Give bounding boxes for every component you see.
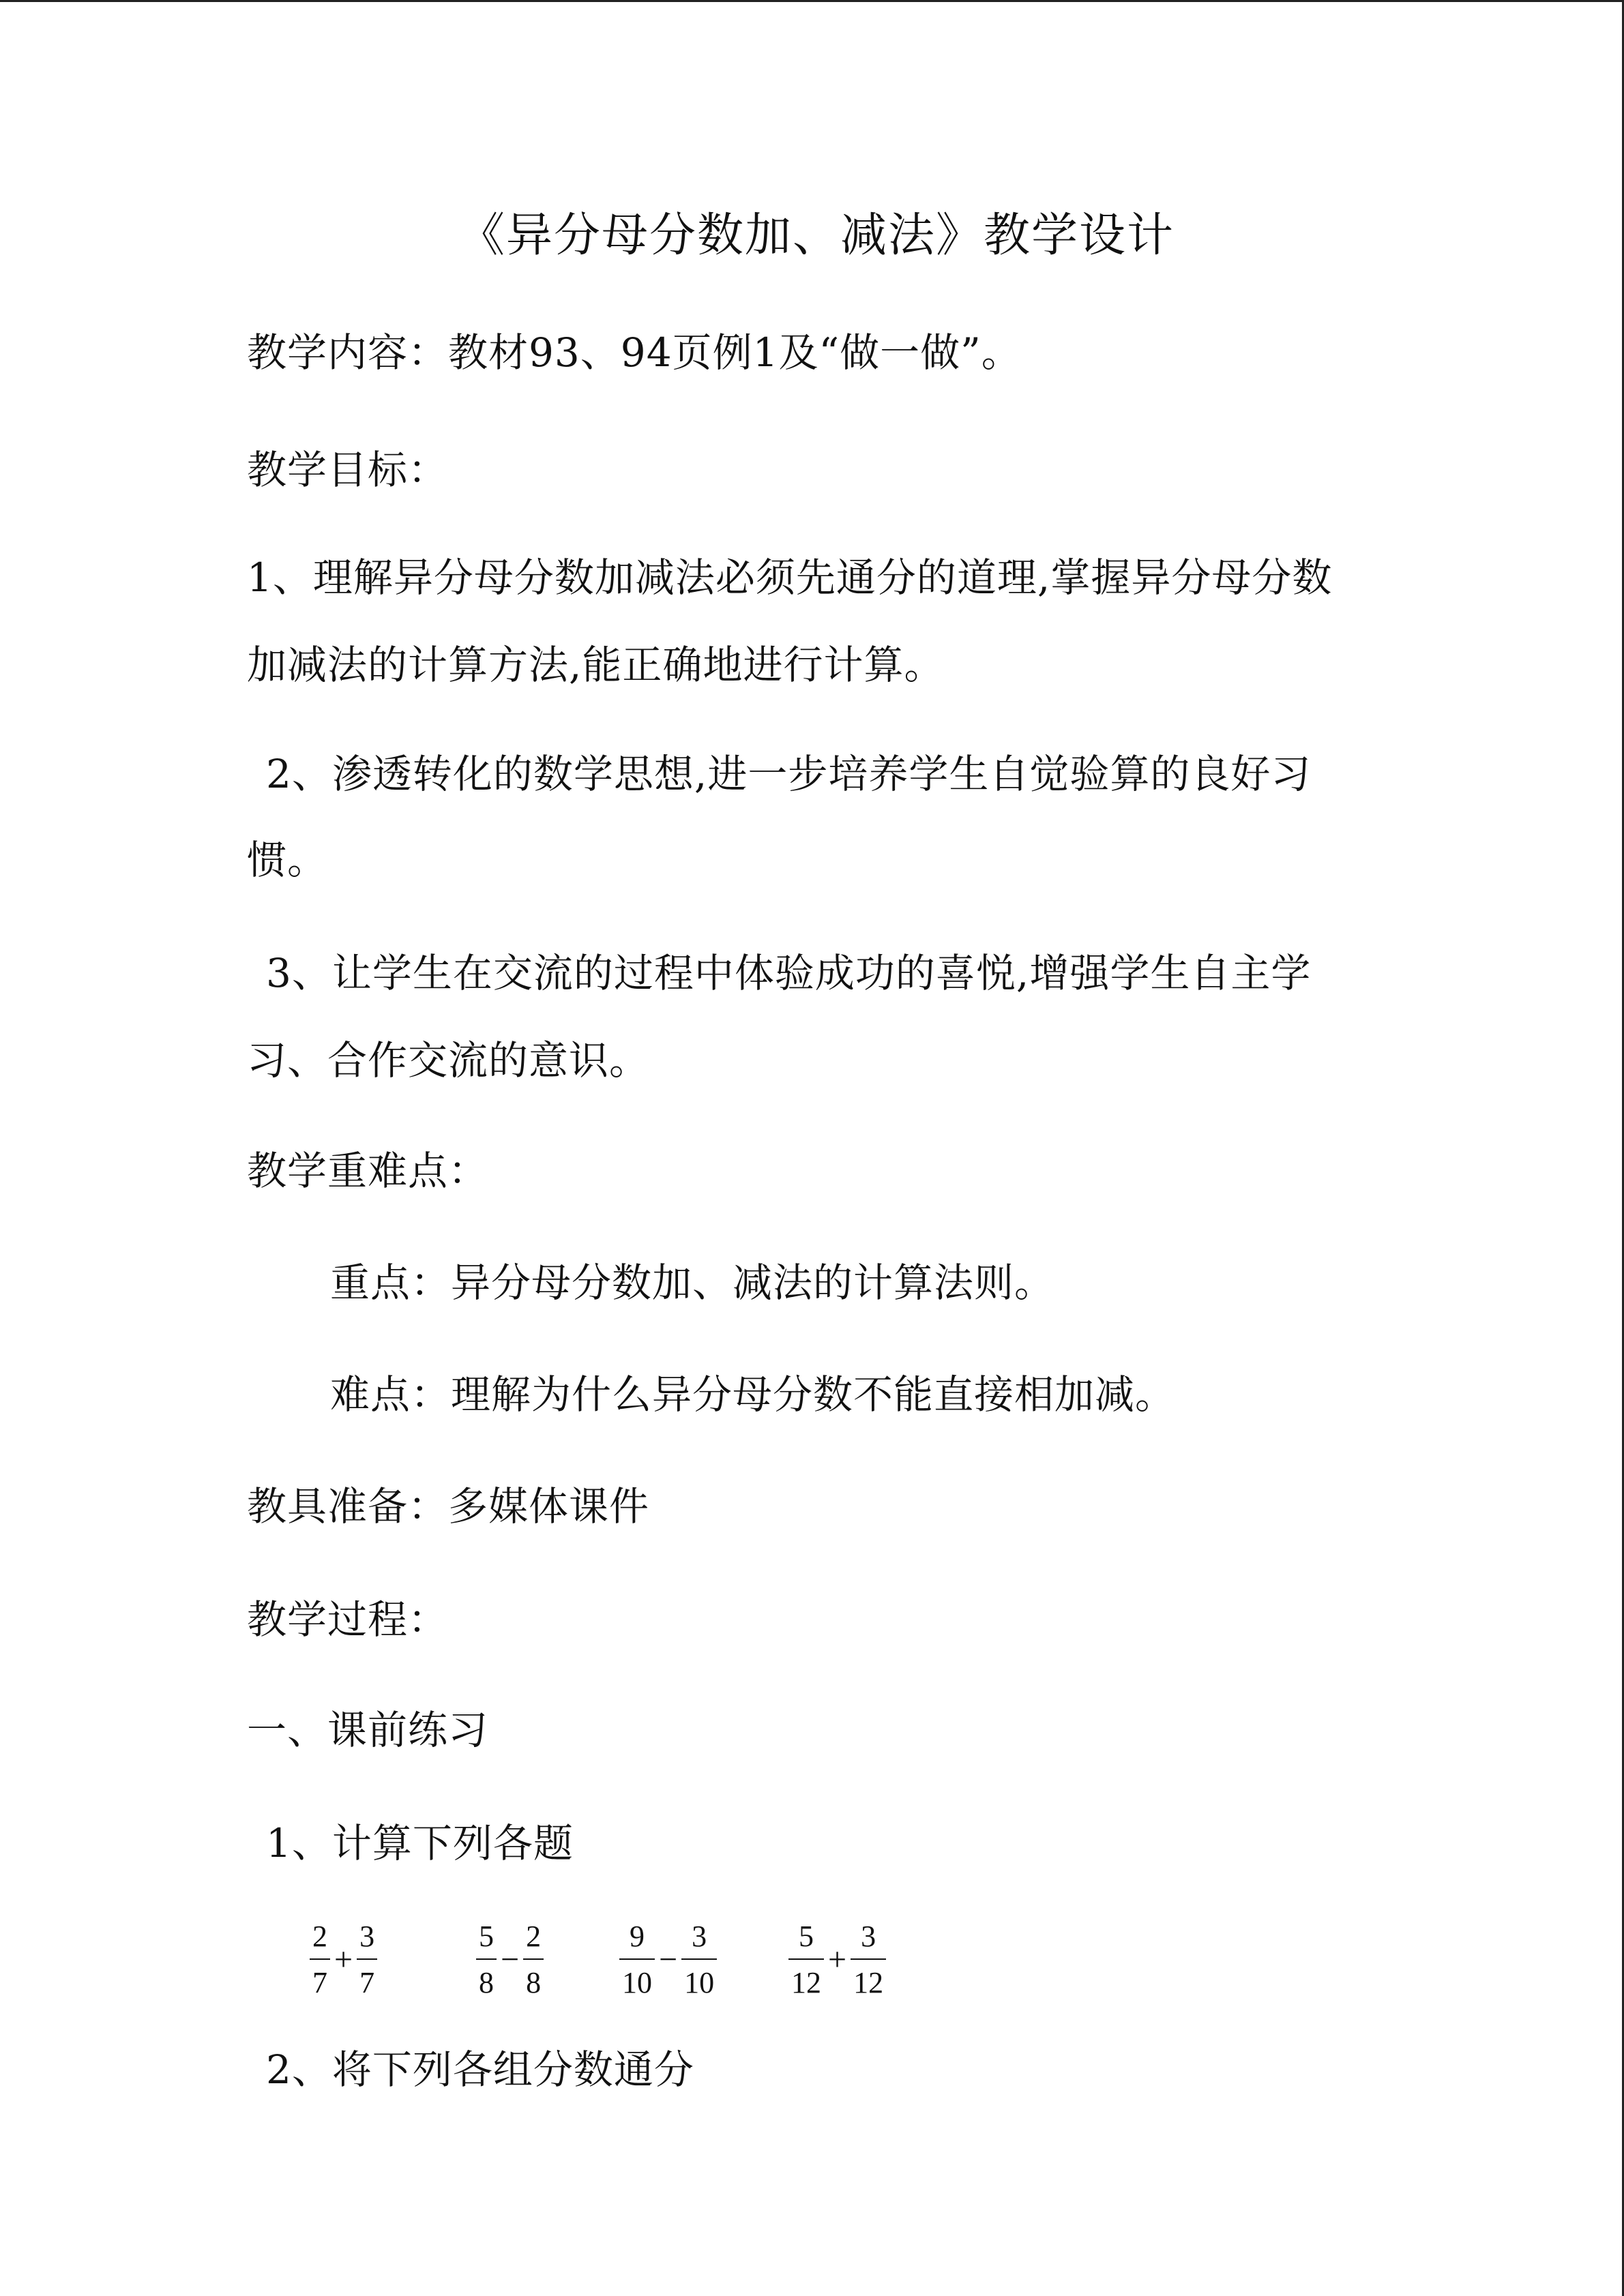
numerator: 5 <box>479 1920 494 1953</box>
fraction <box>681 1922 717 1998</box>
fraction <box>310 1922 330 1998</box>
objective-3-line-1: 3、让学生在交流的过程中体验成功的喜悦,增强学生自主学 <box>266 950 1312 996</box>
denominator: 10 <box>622 1966 652 1999</box>
objectives-heading: 教学目标： <box>247 447 449 493</box>
fraction <box>357 1922 377 1998</box>
difficulty-point: 难点：理解为什么异分母分数不能直接相加减。 <box>330 1371 1176 1418</box>
numerator: 2 <box>526 1920 542 1953</box>
numerator: 3 <box>359 1920 375 1953</box>
task-2-heading: 2、将下列各组分数通分 <box>266 2046 694 2093</box>
denominator: 7 <box>312 1966 327 1999</box>
exercise-1 <box>310 1922 377 1998</box>
exercise-2 <box>476 1922 544 1998</box>
objective-1-line-1: 1、理解异分母分数加减法必须先通分的道理,掌握异分母分数 <box>247 554 1333 601</box>
section-pre-class-practice: 一、课前练习 <box>247 1707 489 1753</box>
document-title: 《异分母分数加、减法》教学设计 <box>458 209 1175 263</box>
fraction <box>788 1922 824 1998</box>
keypoints-heading: 教学重难点： <box>247 1148 489 1194</box>
denominator: 12 <box>853 1966 884 1999</box>
teaching-materials: 教具准备：多媒体课件 <box>247 1483 650 1530</box>
operator: + <box>828 1941 847 1978</box>
key-point: 重点：异分母分数加、减法的计算法则。 <box>330 1259 1055 1306</box>
denominator: 8 <box>526 1966 542 1999</box>
teaching-content: 教学内容：教材93、94页例1及“做一做”。 <box>247 329 1022 376</box>
numerator: 5 <box>799 1920 814 1953</box>
numerator: 2 <box>312 1920 327 1953</box>
fraction <box>619 1922 655 1998</box>
numerator: 9 <box>630 1920 645 1953</box>
denominator: 8 <box>479 1966 494 1999</box>
objective-3-line-2: 习、合作交流的意识。 <box>247 1037 650 1084</box>
operator: + <box>334 1941 353 1978</box>
operator: − <box>501 1941 520 1978</box>
process-heading: 教学过程： <box>247 1596 449 1643</box>
exercise-4 <box>788 1922 886 1998</box>
denominator: 7 <box>359 1966 375 1999</box>
exercise-3 <box>619 1922 717 1998</box>
operator: − <box>659 1941 678 1978</box>
objective-2-line-2: 惯。 <box>247 837 328 883</box>
objective-1-line-2: 加减法的计算方法,能正确地进行计算。 <box>247 642 945 688</box>
denominator: 12 <box>791 1966 821 1999</box>
fraction <box>523 1922 544 1998</box>
fraction <box>851 1922 886 1998</box>
numerator: 3 <box>692 1920 707 1953</box>
fraction <box>476 1922 497 1998</box>
denominator: 10 <box>684 1966 715 1999</box>
page-border-top <box>0 0 1624 2</box>
numerator: 3 <box>861 1920 876 1953</box>
objective-2-line-1: 2、渗透转化的数学思想,进一步培养学生自觉验算的良好习 <box>266 751 1312 797</box>
task-1-heading: 1、计算下列各题 <box>266 1820 574 1866</box>
